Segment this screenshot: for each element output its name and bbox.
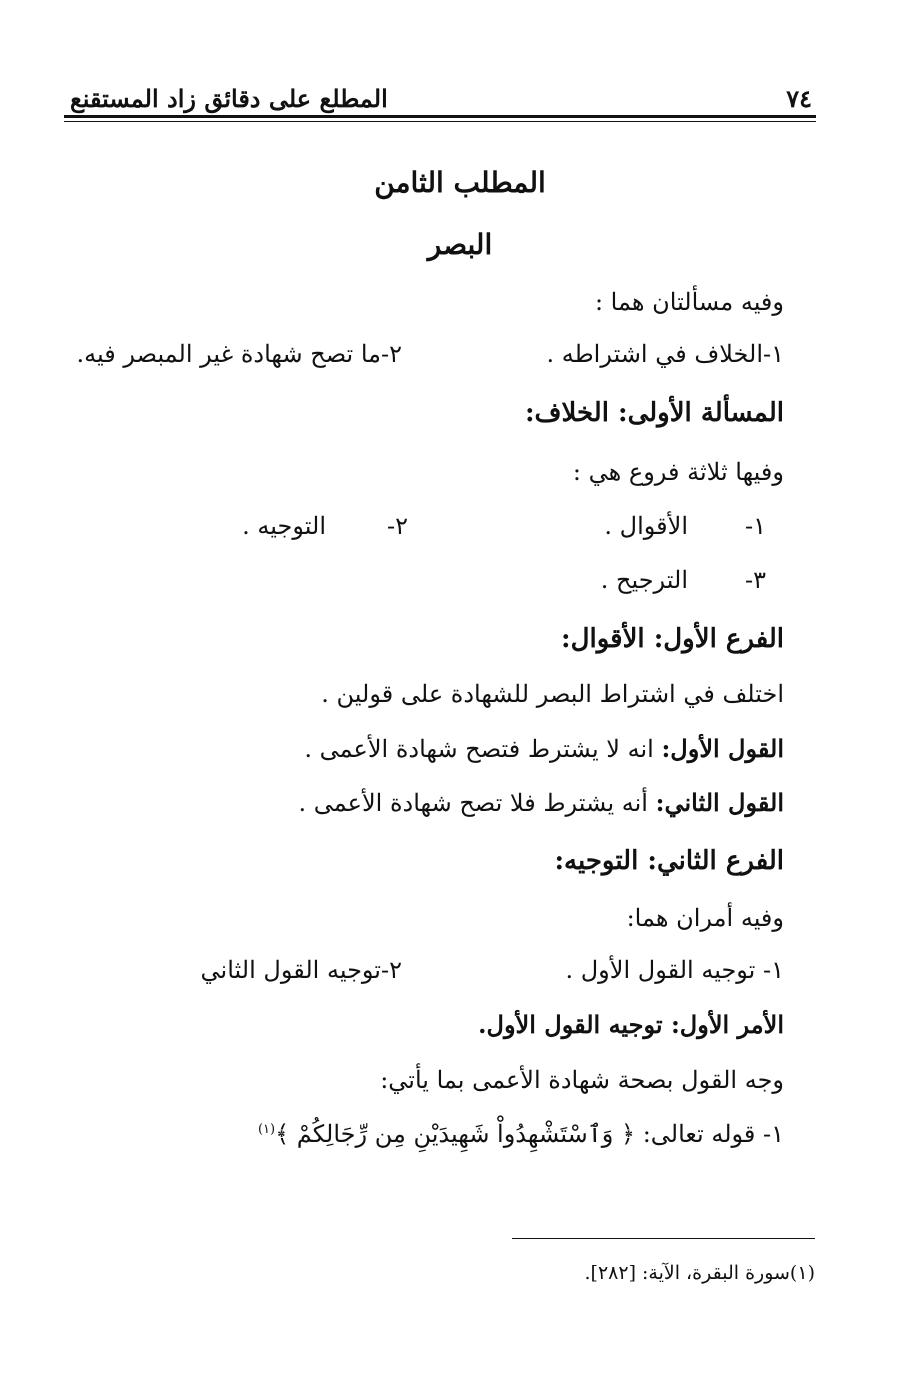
intro-line: وفيه مسألتان هما : [594, 288, 784, 316]
header-rule-thin [64, 121, 816, 122]
matter-1-heading: الأمر الأول: توجيه القول الأول. [478, 1010, 784, 1039]
evidence-intro: وجه القول بصحة شهادة الأعمى بما يأتي: [380, 1066, 784, 1094]
opinion-2-text: أنه يشترط فلا تصح شهادة الأعمى . [298, 789, 648, 817]
opinion-2-label: القول الثاني: [655, 788, 784, 817]
opinion-2 [299, 788, 785, 817]
opinion-1 [304, 734, 784, 763]
section-subtitle: البصر [427, 228, 493, 261]
branch-1-text: اختلف في اشتراط البصر للشهادة على قولين . [321, 680, 784, 708]
footnote: (١)سورة البقرة، الآية: [٢٨٢]. [584, 1262, 815, 1284]
opinion-1-text: انه لا يشترط فتصح شهادة الأعمى . [304, 735, 654, 763]
matter-1: ١- توجيه القول الأول . [565, 956, 784, 984]
matter-2: ٢-توجيه القول الثاني [200, 956, 402, 984]
branch-1-heading: الفرع الأول: الأقوال: [561, 624, 784, 654]
matters-intro: وفيه أمران هما: [626, 904, 784, 932]
branch-3-label: الترجيح . [600, 566, 688, 594]
issue-2: ٢-ما تصح شهادة غير المبصر فيه. [76, 340, 402, 368]
running-header [64, 76, 816, 116]
footnote-rule [512, 1238, 815, 1239]
branch-2-heading: الفرع الثاني: التوجيه: [554, 846, 784, 876]
page-number: ٧٤ [786, 84, 812, 113]
branch-1-label: الأقوال . [604, 512, 688, 540]
branch-1-number: ١- [745, 512, 766, 540]
quran-verse: ﴿ وَٱسْتَشْهِدُواْ شَهِيدَيْنِ مِن رِّجَالِكُمْ ﴾ [275, 1120, 636, 1148]
branch-2-label: التوجيه . [242, 512, 326, 540]
branch-2-number: ٢- [387, 512, 408, 540]
evidence-1-prefix: ١- قوله تعالى: [642, 1120, 784, 1148]
footnote-ref: (١) [257, 1122, 276, 1137]
header-rule-thick [64, 115, 816, 118]
evidence-1 [258, 1120, 784, 1148]
section-title: المطلب الثامن [374, 166, 546, 199]
question-1-heading: المسألة الأولى: الخلاف: [524, 398, 784, 428]
branches-intro: وفيها ثلاثة فروع هي : [572, 458, 784, 486]
issue-1: ١-الخلاف في اشتراطه . [546, 340, 784, 368]
opinion-1-label: القول الأول: [661, 734, 784, 763]
book-title: المطلع على دقائق زاد المستقنع [70, 84, 388, 113]
branch-3-number: ٣- [745, 566, 766, 594]
